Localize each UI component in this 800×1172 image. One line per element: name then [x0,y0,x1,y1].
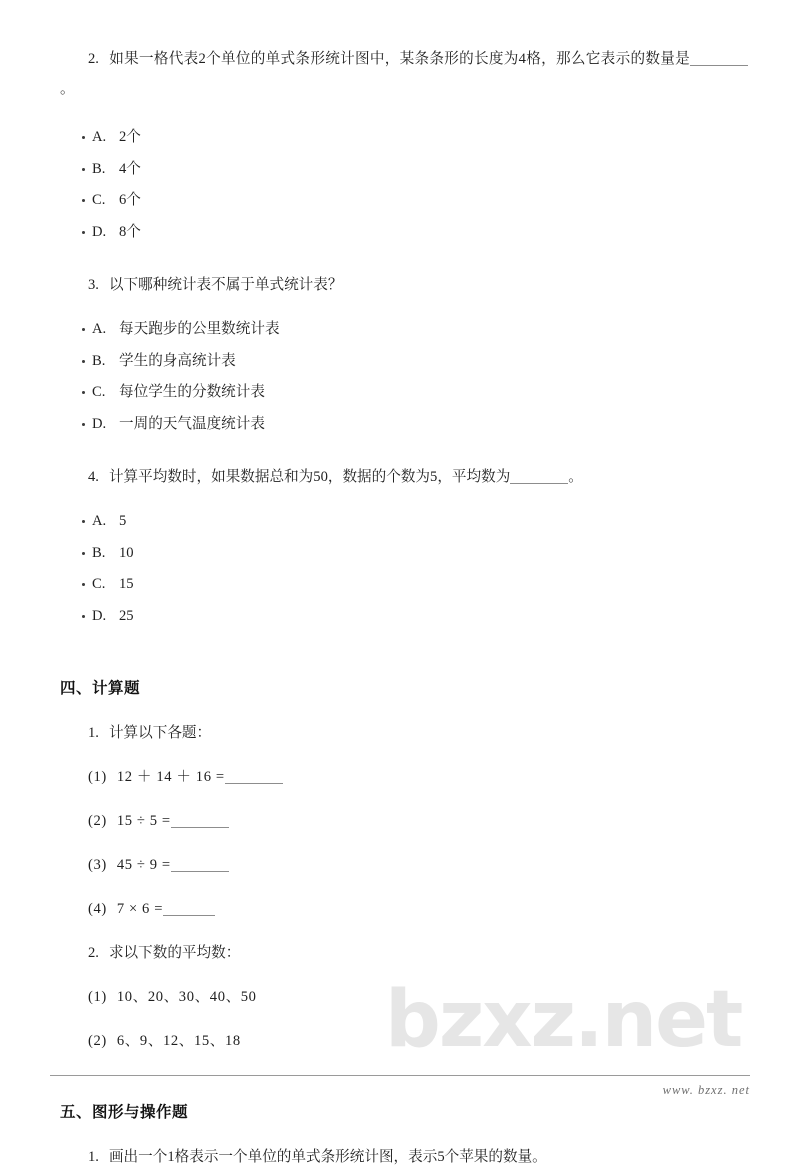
calc-problem-2-blank[interactable] [171,827,229,828]
watermark-bzxz: bzxz.net [385,975,742,1065]
section4-item2-number: 2. [88,945,99,961]
option-4-b-text: 10 [119,544,134,561]
question-2-text: 如果一格代表2个单位的单式条形统计图中，某条条形的长度为4格，那么它表示的数量是 [108,51,690,67]
option-4-a-key: A. [92,513,107,529]
question-2-blank[interactable] [690,65,748,66]
option-2-c[interactable] [60,185,748,217]
section4-item1-number: 1. [88,725,99,741]
option-3-c-text: 每位学生的分数统计表 [119,384,265,400]
footer-divider [50,1075,750,1076]
option-4-b-key: B. [92,544,106,561]
option-4-d-text: 25 [119,607,134,624]
average-problem-2-expression: 6、9、12、15、18 [116,1033,241,1049]
option-4-d-key: D. [92,607,107,624]
option-2-a-key: A. [92,129,107,145]
option-3-c[interactable] [60,377,748,409]
option-2-c-text: 6个 [119,192,141,208]
calc-problem-1-expression: 12 ＋ 14 ＋ 16 = [116,769,225,785]
question-4-text: 计算平均数时，如果数据总和为50，数据的个数为5，平均数为 [108,469,511,485]
option-2-d-text: 8个 [119,223,141,240]
calc-problem-4 [60,894,748,924]
calc-problem-3-label: (3) [88,857,107,873]
option-2-b-text: 4个 [119,160,141,177]
calc-problem-4-blank[interactable] [163,915,215,916]
average-problem-1-label: (1) [88,989,107,1005]
average-problem-2 [60,1026,748,1056]
option-3-d[interactable] [60,409,748,441]
option-3-c-key: C. [92,384,106,400]
option-4-b[interactable] [60,538,748,570]
footer-url: www. bzxz. net [662,1083,750,1097]
question-4-blank[interactable] [510,483,568,484]
option-4-a[interactable] [60,506,748,538]
option-2-b-key: B. [92,160,106,177]
option-2-b[interactable] [60,154,748,186]
option-4-c[interactable] [60,569,748,601]
calc-problem-3-expression: 45 ÷ 9 = [116,857,171,873]
option-3-a-text: 每天跑步的公里数统计表 [119,321,280,337]
option-3-b[interactable] [60,346,748,378]
average-problem-2-label: (2) [88,1033,107,1049]
question-3-options [60,314,748,440]
calc-problem-1 [60,762,748,792]
calc-problem-3-blank[interactable] [171,871,229,872]
calc-problem-2-expression: 15 ÷ 5 = [116,813,171,829]
section-heading-4: 四、计算题 [60,679,141,697]
section4-item2-label [60,938,748,968]
section5-item1 [60,1142,748,1172]
option-2-d-key: D. [92,223,107,240]
question-3-stem [60,270,748,300]
option-3-b-text: 学生的身高统计表 [119,352,236,369]
section-heading-5: 五、图形与操作题 [60,1103,189,1121]
document-content [60,0,748,1172]
question-4-options [60,506,748,632]
question-3-text: 以下哪种统计表不属于单式统计表？ [108,277,343,293]
calc-problem-1-label: (1) [88,769,107,785]
calc-problem-1-blank[interactable] [225,783,283,784]
calc-problem-4-label: (4) [88,901,107,917]
option-3-d-key: D. [92,415,107,432]
option-2-c-key: C. [92,192,106,208]
question-4-stem [60,462,748,492]
option-2-a-text: 2个 [119,129,141,145]
question-3-number: 3. [88,277,99,293]
question-4-text-tail: 。 [568,469,583,485]
calc-problem-2 [60,806,748,836]
question-2-number: 2. [88,51,99,67]
question-2-stem [60,44,748,104]
option-2-a[interactable] [60,122,748,154]
option-4-c-key: C. [92,576,106,592]
option-3-b-key: B. [92,352,106,369]
question-2-options [60,122,748,248]
option-3-a-key: A. [92,321,107,337]
calc-problem-4-expression: 7 × 6 = [116,901,164,917]
option-4-a-text: 5 [119,513,127,529]
section4-item1-label [60,718,748,748]
option-2-d[interactable] [60,217,748,249]
average-problem-1 [60,982,748,1012]
calc-problem-2-label: (2) [88,813,107,829]
option-4-d[interactable] [60,601,748,633]
section4-item2-text: 求以下数的平均数： [108,945,241,961]
question-2-text-tail: 。 [60,81,75,97]
average-problem-1-expression: 10、20、30、40、50 [116,989,257,1005]
section5-item1-number: 1. [88,1149,99,1165]
section5-item1-text: 画出一个1格表示一个单位的单式条形统计图，表示5个苹果的数量。 [108,1149,547,1165]
page-footer [50,1075,750,1098]
option-3-d-text: 一周的天气温度统计表 [119,415,265,432]
calc-problem-3 [60,850,748,880]
option-4-c-text: 15 [119,576,134,592]
section4-item1-text: 计算以下各题： [108,725,212,741]
option-3-a[interactable] [60,314,748,346]
question-4-number: 4. [88,469,99,485]
